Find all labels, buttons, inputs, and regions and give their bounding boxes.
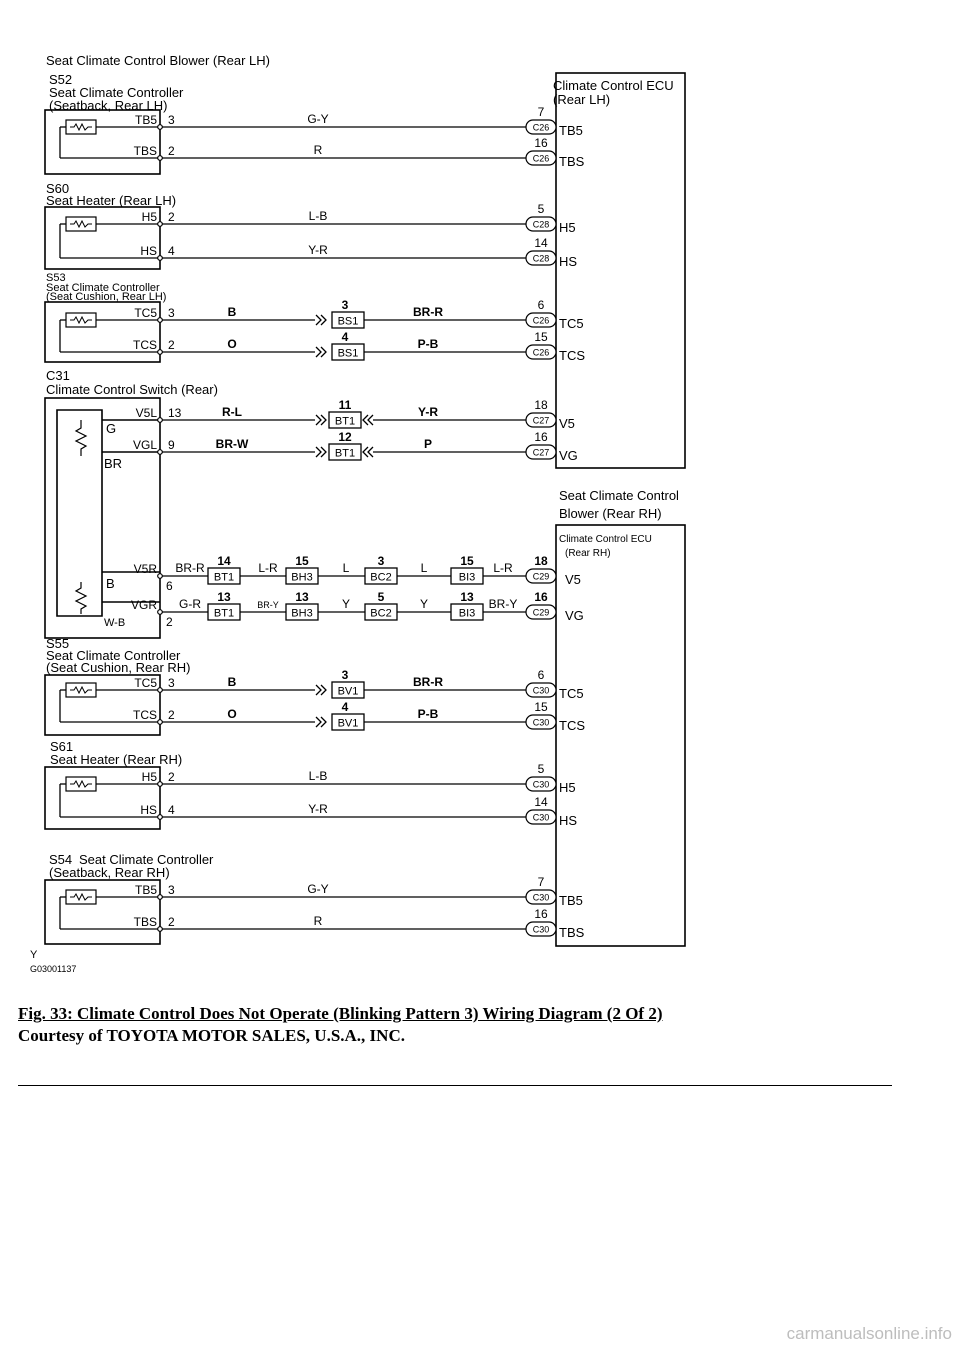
watermark: carmanualsonline.info bbox=[786, 1324, 952, 1343]
ecu-terminal-label: TB5 bbox=[559, 893, 583, 908]
ecu-pin-number: 16 bbox=[534, 136, 548, 150]
ecu-connector-code: C30 bbox=[532, 685, 550, 696]
pin-number: 2 bbox=[166, 615, 173, 629]
connector-arrow-icon bbox=[316, 685, 326, 695]
ecu-rh-sub: (Rear RH) bbox=[565, 548, 611, 559]
wire-color: B bbox=[227, 675, 237, 689]
ecu-lh-name: Climate Control ECU bbox=[553, 78, 674, 93]
block-name: Seat Climate Controller bbox=[46, 282, 160, 294]
block-code: S55 bbox=[46, 636, 70, 651]
terminal-label: H5 bbox=[141, 770, 157, 784]
ecu-terminal-label: H5 bbox=[559, 780, 576, 795]
terminal-label: TCS bbox=[133, 708, 157, 722]
ecu-connector-code: C30 bbox=[532, 812, 550, 823]
wire-color: O bbox=[227, 337, 237, 351]
section-title-rh-line2: Blower (Rear RH) bbox=[559, 506, 662, 521]
terminal-label: HS bbox=[140, 803, 157, 817]
switch-label-wb: W-B bbox=[104, 617, 126, 629]
block-code: C31 bbox=[46, 368, 70, 383]
ecu-pin-number: 7 bbox=[537, 875, 545, 889]
ecu-pin-number: 5 bbox=[537, 762, 545, 776]
wire-color: P-B bbox=[417, 337, 439, 351]
figure-caption-link[interactable]: Fig. 33: Climate Control Does Not Operate (Blinking Pattern 3) Wiring Diagram (2 Of 2) bbox=[18, 1004, 663, 1023]
block-sub: (Seat Cushion, Rear RH) bbox=[46, 660, 191, 675]
mid-pin-number: 11 bbox=[338, 398, 352, 412]
pin-number: 6 bbox=[166, 579, 173, 593]
terminal-pin bbox=[158, 318, 163, 323]
wire-color: L-B bbox=[308, 769, 328, 783]
mid-pin-number: 3 bbox=[341, 668, 349, 682]
terminal-pin bbox=[158, 815, 163, 820]
mid-connector-code: BT1 bbox=[334, 415, 356, 428]
ecu-connector-code: C27 bbox=[532, 415, 550, 426]
connector-arrow-icon bbox=[363, 415, 373, 425]
terminal-pin bbox=[158, 720, 163, 725]
ecu-connector-code: C28 bbox=[532, 253, 550, 264]
switch-internal-frame bbox=[57, 410, 102, 616]
terminal-pin bbox=[158, 782, 163, 787]
chain-connector-code: BI3 bbox=[458, 571, 476, 584]
wire-color: BR-R bbox=[413, 675, 443, 689]
terminal-label: HS bbox=[140, 244, 157, 258]
pin-number: 3 bbox=[168, 883, 175, 897]
mid-connector-code: BS1 bbox=[337, 347, 359, 360]
ecu-terminal-label: TC5 bbox=[559, 316, 584, 331]
block-name: Seat Heater (Rear RH) bbox=[50, 752, 183, 767]
ecu-pin-number: 15 bbox=[534, 700, 548, 714]
pin-number: 2 bbox=[168, 338, 175, 352]
terminal-pin bbox=[158, 610, 163, 615]
ecu-connector-code: C26 bbox=[532, 153, 550, 164]
chain-pin-number: 13 bbox=[217, 590, 231, 604]
ecu-connector-code: C26 bbox=[532, 315, 550, 326]
pin-number: 13 bbox=[168, 406, 182, 420]
wire-color: L-R bbox=[493, 561, 513, 575]
block-name: Seat Climate Controller bbox=[79, 852, 214, 867]
terminal-label: TCS bbox=[133, 338, 157, 352]
ecu-connector-code: C29 bbox=[532, 607, 550, 618]
ecu-terminal-label: TCS bbox=[559, 718, 585, 733]
wire-color: L bbox=[420, 561, 428, 575]
block-code: S54 bbox=[49, 852, 73, 867]
terminal-label: TB5 bbox=[134, 113, 157, 127]
terminal-label: VGR bbox=[130, 598, 157, 612]
mid-pin-number: 3 bbox=[341, 298, 349, 312]
ecu-rh-name: Climate Control ECU bbox=[559, 534, 652, 545]
chain-pin-number: 13 bbox=[460, 590, 474, 604]
ecu-terminal-label: TBS bbox=[559, 154, 585, 169]
connector-arrow-icon bbox=[316, 447, 326, 457]
wire-color: R bbox=[313, 914, 323, 928]
ecu-lh-sub: (Rear LH) bbox=[553, 92, 611, 107]
wire-color: Y-R bbox=[308, 243, 328, 257]
terminal-pin bbox=[158, 574, 163, 579]
block-sub: (Seatback, Rear RH) bbox=[49, 865, 170, 880]
wire-color: R bbox=[313, 143, 323, 157]
pin-number: 2 bbox=[168, 915, 175, 929]
pin-number: 2 bbox=[168, 144, 175, 158]
wire-color: G-R bbox=[179, 597, 201, 611]
terminal-pin bbox=[158, 350, 163, 355]
wire-color: BR-Y bbox=[488, 597, 518, 611]
connector-arrow-icon bbox=[316, 347, 326, 357]
wire-color: B bbox=[227, 305, 237, 319]
connector-arrow-icon bbox=[316, 717, 326, 727]
switch-label-b: B bbox=[106, 576, 115, 591]
block-name: Seat Climate Controller bbox=[46, 648, 181, 663]
wire-color: BR-R bbox=[413, 305, 443, 319]
ecu-pin-number: 14 bbox=[534, 795, 548, 809]
wire-color: Y bbox=[341, 597, 351, 611]
block-name: Seat Climate Controller bbox=[49, 85, 184, 100]
terminal-label: TB5 bbox=[134, 883, 157, 897]
wire-color: BR-Y bbox=[257, 600, 279, 610]
ecu-connector-code: C27 bbox=[532, 447, 550, 458]
ecu-terminal-label: VG bbox=[559, 448, 578, 463]
terminal-label: TBS bbox=[133, 915, 157, 929]
ecu-pin-number: 6 bbox=[537, 298, 545, 312]
ecu-pin-number: 14 bbox=[534, 236, 548, 250]
courtesy-text: Courtesy of TOYOTA MOTOR SALES, U.S.A., INC. bbox=[18, 1026, 405, 1045]
mid-pin-number: 4 bbox=[341, 700, 349, 714]
wire-color: P bbox=[423, 437, 433, 451]
switch-resistor-upper bbox=[76, 420, 86, 456]
terminal-label: VGL bbox=[132, 438, 157, 452]
block-code: S52 bbox=[49, 72, 73, 87]
ecu-connector-code: C30 bbox=[532, 717, 550, 728]
wire-color: BR-W bbox=[215, 437, 249, 451]
terminal-label: TC5 bbox=[134, 306, 157, 320]
ecu-connector-code: C30 bbox=[532, 779, 550, 790]
terminal-label: V5R bbox=[133, 562, 157, 576]
pin-number: 4 bbox=[168, 803, 175, 817]
ecu-pin-number: 18 bbox=[534, 554, 548, 568]
ecu-pin-number: 5 bbox=[537, 202, 545, 216]
footer-letter: Y bbox=[30, 949, 38, 961]
ecu-terminal-label: HS bbox=[559, 813, 578, 828]
terminal-pin bbox=[158, 895, 163, 900]
terminal-pin bbox=[158, 927, 163, 932]
pin-number: 9 bbox=[168, 438, 175, 452]
terminal-pin bbox=[158, 450, 163, 455]
ecu-terminal-label: TB5 bbox=[559, 123, 583, 138]
chain-pin-number: 3 bbox=[377, 554, 385, 568]
wire-color: Y bbox=[419, 597, 429, 611]
ecu-terminal-label: V5 bbox=[565, 572, 581, 587]
ecu-connector-code: C28 bbox=[532, 219, 550, 230]
block-code: S53 bbox=[46, 272, 66, 284]
wire-color: Y-R bbox=[417, 405, 439, 419]
ecu-pin-number: 18 bbox=[534, 398, 548, 412]
terminal-pin bbox=[158, 688, 163, 693]
divider bbox=[18, 1085, 892, 1086]
ecu-terminal-label: H5 bbox=[559, 220, 576, 235]
terminal-pin bbox=[158, 125, 163, 130]
switch-label-g: G bbox=[106, 421, 117, 436]
chain-pin-number: 15 bbox=[295, 554, 309, 568]
ecu-terminal-label: VG bbox=[565, 608, 584, 623]
pin-number: 3 bbox=[168, 306, 175, 320]
wire-color: P-B bbox=[417, 707, 439, 721]
chain-pin-number: 14 bbox=[217, 554, 231, 568]
pin-number: 2 bbox=[168, 210, 175, 224]
connector-arrow-icon bbox=[316, 415, 326, 425]
pin-number: 4 bbox=[168, 244, 175, 258]
ecu-connector-code: C30 bbox=[532, 924, 550, 935]
ecu-terminal-label: TC5 bbox=[559, 686, 584, 701]
block-name: Climate Control Switch (Rear) bbox=[46, 382, 218, 397]
ecu-pin-number: 16 bbox=[534, 590, 548, 604]
switch-label-br: BR bbox=[104, 456, 123, 471]
chain-connector-code: BH3 bbox=[291, 607, 313, 620]
chain-connector-code: BC2 bbox=[370, 571, 392, 584]
chain-connector-code: BT1 bbox=[213, 571, 235, 584]
mid-connector-code: BV1 bbox=[337, 685, 359, 698]
mid-connector-code: BT1 bbox=[334, 447, 356, 460]
pin-number: 2 bbox=[168, 770, 175, 784]
switch-resistor-lower bbox=[76, 582, 86, 614]
block-code: S61 bbox=[50, 739, 74, 754]
section-title-rh-line1: Seat Climate Control bbox=[559, 488, 679, 503]
ecu-connector-code: C26 bbox=[532, 347, 550, 358]
pin-number: 3 bbox=[168, 113, 175, 127]
connector-arrow-icon bbox=[363, 447, 373, 457]
ecu-pin-number: 7 bbox=[537, 105, 545, 119]
chain-connector-code: BI3 bbox=[458, 607, 476, 620]
mid-connector-code: BS1 bbox=[337, 315, 359, 328]
chain-pin-number: 15 bbox=[460, 554, 474, 568]
wire-color: L bbox=[342, 561, 350, 575]
terminal-label: V5L bbox=[135, 406, 157, 420]
wire-color: BR-R bbox=[175, 561, 205, 575]
wire-color: R-L bbox=[222, 405, 242, 419]
block-sub: (Seatback, Rear LH) bbox=[49, 98, 168, 113]
terminal-label: TC5 bbox=[134, 676, 157, 690]
wire-color: Y-R bbox=[308, 802, 328, 816]
terminal-label: TBS bbox=[133, 144, 157, 158]
chain-connector-code: BT1 bbox=[213, 607, 235, 620]
terminal-pin bbox=[158, 418, 163, 423]
block-sub: (Seat Cushion, Rear LH) bbox=[46, 291, 167, 303]
section-title-lh: Seat Climate Control Blower (Rear LH) bbox=[46, 53, 270, 68]
terminal-pin bbox=[158, 256, 163, 261]
block-code: S60 bbox=[46, 181, 70, 196]
terminal-pin bbox=[158, 222, 163, 227]
ecu-terminal-label: V5 bbox=[559, 416, 575, 431]
connector-arrow-icon bbox=[316, 315, 326, 325]
ecu-pin-number: 6 bbox=[537, 668, 545, 682]
ecu-connector-code: C26 bbox=[532, 122, 550, 133]
pin-number: 3 bbox=[168, 676, 175, 690]
ecu-terminal-label: TBS bbox=[559, 925, 585, 940]
wire-color: G-Y bbox=[307, 882, 329, 896]
chain-connector-code: BC2 bbox=[370, 607, 392, 620]
wire-color: G-Y bbox=[307, 112, 329, 126]
terminal-label: H5 bbox=[141, 210, 157, 224]
wire-color: L-R bbox=[258, 561, 278, 575]
wire-color: L-B bbox=[308, 209, 328, 223]
ecu-pin-number: 15 bbox=[534, 330, 548, 344]
chain-pin-number: 5 bbox=[377, 590, 385, 604]
ecu-rh-box bbox=[556, 525, 685, 946]
chain-pin-number: 13 bbox=[295, 590, 309, 604]
mid-pin-number: 4 bbox=[341, 330, 349, 344]
block-name: Seat Heater (Rear LH) bbox=[46, 193, 177, 208]
ecu-pin-number: 16 bbox=[534, 907, 548, 921]
ecu-terminal-label: TCS bbox=[559, 348, 585, 363]
ecu-pin-number: 16 bbox=[534, 430, 548, 444]
pin-number: 2 bbox=[168, 708, 175, 722]
chain-connector-code: BH3 bbox=[291, 571, 313, 584]
wire-color: O bbox=[227, 707, 237, 721]
mid-connector-code: BV1 bbox=[337, 717, 359, 730]
terminal-pin bbox=[158, 156, 163, 161]
footer-code: G03001137 bbox=[30, 964, 77, 974]
mid-pin-number: 12 bbox=[338, 430, 352, 444]
ecu-terminal-label: HS bbox=[559, 254, 578, 269]
ecu-connector-code: C30 bbox=[532, 892, 550, 903]
ecu-connector-code: C29 bbox=[532, 571, 550, 582]
